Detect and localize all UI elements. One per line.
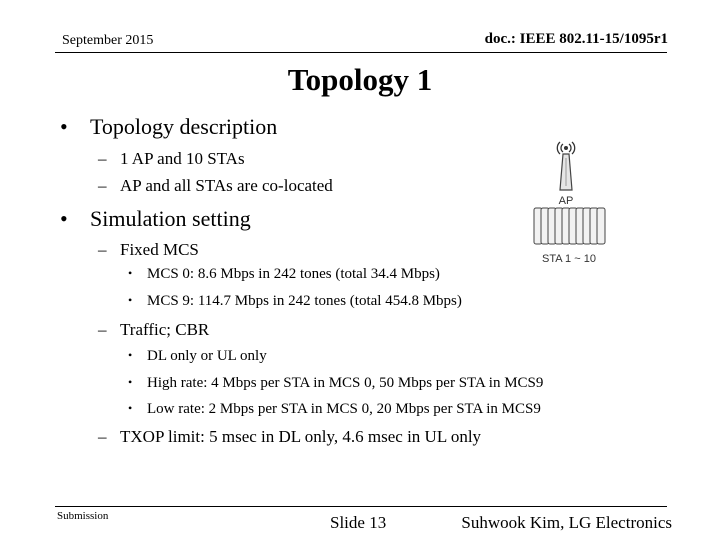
traffic-item: DL only or UL only (147, 348, 267, 364)
txop-item: TXOP limit: 5 msec in DL only, 4.6 msec in UL only (120, 427, 482, 446)
sub-bullet (98, 240, 199, 260)
topology-item: 1 AP and 10 STAs (120, 149, 245, 168)
header-divider (55, 52, 667, 53)
sub-bullet (98, 176, 333, 196)
footer-slide-number: Slide 13 (330, 513, 387, 532)
sta-devices-icon (534, 208, 605, 244)
dash-icon: – (98, 427, 107, 446)
bullet-topology (60, 114, 277, 140)
simulation-heading: Simulation setting (90, 206, 251, 231)
sub-bullet (98, 427, 481, 447)
bullet-dot-icon: • (60, 206, 68, 231)
topology-item: AP and all STAs are co-located (120, 176, 333, 195)
bullet-dot-icon: • (128, 266, 133, 280)
footer-author: Suhwook Kim, LG Electronics (461, 513, 672, 532)
sub-bullet (98, 320, 209, 340)
slide-title: Topology 1 (287, 62, 433, 97)
sub-sub-bullet (128, 401, 541, 418)
sta-label: STA 1 ~ 10 (542, 253, 596, 265)
fixed-mcs-label: Fixed MCS (120, 240, 199, 259)
topology-heading: Topology description (90, 114, 278, 139)
sub-sub-bullet (128, 266, 440, 283)
bullet-dot-icon: • (128, 348, 133, 362)
footer-submission: Submission (57, 510, 109, 522)
traffic-item: High rate: 4 Mbps per STA in MCS 0, 50 Mbps per STA in MCS9 (147, 375, 544, 391)
sub-sub-bullet (128, 348, 267, 365)
bullet-dot-icon: • (128, 401, 133, 415)
bullet-simulation (60, 206, 251, 232)
ap-label: AP (558, 195, 574, 207)
dash-icon: – (98, 149, 107, 168)
ap-antenna-icon (557, 142, 574, 190)
header-doc-id: doc.: IEEE 802.11-15/1095r1 (484, 31, 668, 47)
footer-divider (55, 506, 667, 507)
bullet-dot-icon: • (128, 375, 133, 389)
dash-icon: – (98, 320, 107, 339)
sub-bullet (98, 149, 245, 169)
header-date: September 2015 (62, 33, 154, 48)
topology-figure (522, 140, 612, 270)
mcs-item: MCS 9: 114.7 Mbps in 242 tones (total 454.8 Mbps) (147, 293, 462, 309)
traffic-item: Low rate: 2 Mbps per STA in MCS 0, 20 Mbps per STA in MCS9 (147, 401, 541, 417)
dash-icon: – (98, 240, 107, 259)
bullet-dot-icon: • (128, 293, 133, 307)
dash-icon: – (98, 176, 107, 195)
sub-sub-bullet (128, 375, 543, 392)
mcs-item: MCS 0: 8.6 Mbps in 242 tones (total 34.4 Mbps) (147, 266, 440, 282)
traffic-label: Traffic; CBR (120, 320, 210, 339)
bullet-dot-icon: • (60, 114, 68, 139)
sub-sub-bullet (128, 293, 462, 310)
